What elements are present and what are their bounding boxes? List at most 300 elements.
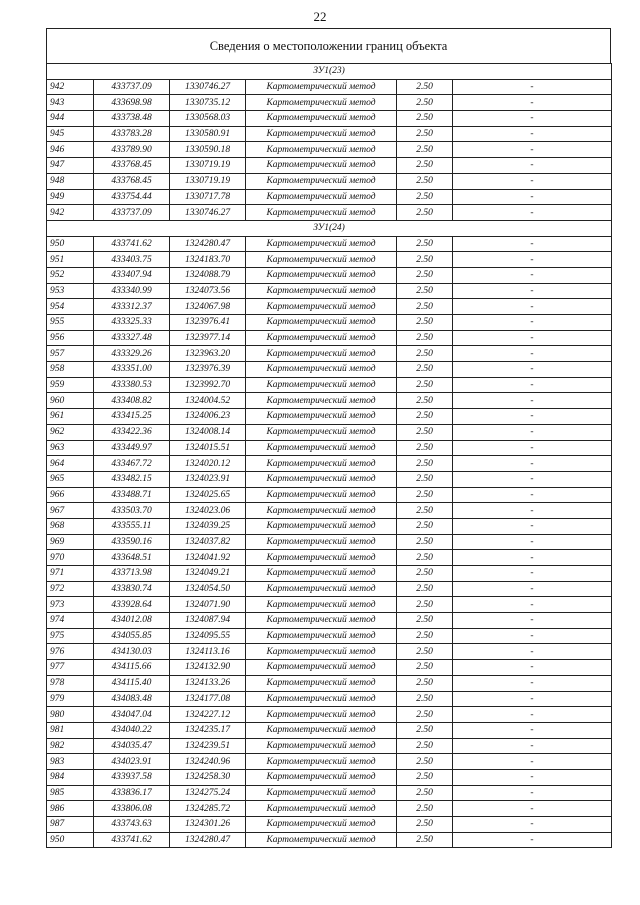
description-cell: - <box>453 487 612 503</box>
description-cell: - <box>453 660 612 676</box>
table-row <box>47 597 612 613</box>
x-coordinate-cell: 433741.62 <box>94 236 170 252</box>
point-number-cell: 942 <box>47 79 94 95</box>
method-cell: Картометрический метод <box>246 440 397 456</box>
point-number-cell: 958 <box>47 362 94 378</box>
point-number-cell: 956 <box>47 330 94 346</box>
accuracy-cell: 2.50 <box>397 817 453 833</box>
point-number-cell: 957 <box>47 346 94 362</box>
table-row <box>47 126 612 142</box>
description-cell: - <box>453 675 612 691</box>
y-coordinate-cell: 1324037.82 <box>170 534 246 550</box>
method-cell: Картометрический метод <box>246 126 397 142</box>
description-cell: - <box>453 362 612 378</box>
description-cell: - <box>453 817 612 833</box>
description-cell: - <box>453 456 612 472</box>
point-number-cell: 964 <box>47 456 94 472</box>
table-row <box>47 832 612 848</box>
x-coordinate-cell: 433488.71 <box>94 487 170 503</box>
method-cell: Картометрический метод <box>246 158 397 174</box>
description-cell: - <box>453 801 612 817</box>
description-cell: - <box>453 550 612 566</box>
point-number-cell: 967 <box>47 503 94 519</box>
table-row <box>47 158 612 174</box>
accuracy-cell: 2.50 <box>397 566 453 582</box>
point-number-cell: 959 <box>47 377 94 393</box>
description-cell: - <box>453 628 612 644</box>
point-number-cell: 987 <box>47 817 94 833</box>
accuracy-cell: 2.50 <box>397 315 453 331</box>
method-cell: Картометрический метод <box>246 550 397 566</box>
point-number-cell: 943 <box>47 95 94 111</box>
y-coordinate-cell: 1330719.19 <box>170 158 246 174</box>
accuracy-cell: 2.50 <box>397 252 453 268</box>
description-cell: - <box>453 330 612 346</box>
method-cell: Картометрический метод <box>246 754 397 770</box>
x-coordinate-cell: 433415.25 <box>94 409 170 425</box>
table-row <box>47 111 612 127</box>
accuracy-cell: 2.50 <box>397 283 453 299</box>
y-coordinate-cell: 1330735.12 <box>170 95 246 111</box>
description-cell: - <box>453 597 612 613</box>
x-coordinate-cell: 433737.09 <box>94 79 170 95</box>
method-cell: Картометрический метод <box>246 362 397 378</box>
point-number-cell: 966 <box>47 487 94 503</box>
method-cell: Картометрический метод <box>246 283 397 299</box>
description-cell: - <box>453 142 612 158</box>
x-coordinate-cell: 433738.48 <box>94 111 170 127</box>
table-row <box>47 566 612 582</box>
table-row <box>47 330 612 346</box>
table-row <box>47 754 612 770</box>
table-row <box>47 518 612 534</box>
description-cell: - <box>453 409 612 425</box>
accuracy-cell: 2.50 <box>397 487 453 503</box>
accuracy-cell: 2.50 <box>397 518 453 534</box>
x-coordinate-cell: 434115.40 <box>94 675 170 691</box>
point-number-cell: 968 <box>47 518 94 534</box>
point-number-cell: 962 <box>47 424 94 440</box>
accuracy-cell: 2.50 <box>397 707 453 723</box>
method-cell: Картометрический метод <box>246 267 397 283</box>
table-row <box>47 722 612 738</box>
x-coordinate-cell: 433327.48 <box>94 330 170 346</box>
point-number-cell: 975 <box>47 628 94 644</box>
description-cell: - <box>453 581 612 597</box>
accuracy-cell: 2.50 <box>397 158 453 174</box>
x-coordinate-cell: 433937.58 <box>94 769 170 785</box>
description-cell: - <box>453 518 612 534</box>
x-coordinate-cell: 433503.70 <box>94 503 170 519</box>
point-number-cell: 986 <box>47 801 94 817</box>
table-row <box>47 456 612 472</box>
description-cell: - <box>453 471 612 487</box>
accuracy-cell: 2.50 <box>397 613 453 629</box>
point-number-cell: 970 <box>47 550 94 566</box>
y-coordinate-cell: 1323977.14 <box>170 330 246 346</box>
description-cell: - <box>453 236 612 252</box>
point-number-cell: 976 <box>47 644 94 660</box>
accuracy-cell: 2.50 <box>397 205 453 221</box>
accuracy-cell: 2.50 <box>397 754 453 770</box>
table-row <box>47 95 612 111</box>
description-cell: - <box>453 691 612 707</box>
description-cell: - <box>453 503 612 519</box>
point-number-cell: 944 <box>47 111 94 127</box>
y-coordinate-cell: 1324239.51 <box>170 738 246 754</box>
method-cell: Картометрический метод <box>246 252 397 268</box>
x-coordinate-cell: 433407.94 <box>94 267 170 283</box>
y-coordinate-cell: 1324015.51 <box>170 440 246 456</box>
accuracy-cell: 2.50 <box>397 440 453 456</box>
description-cell: - <box>453 644 612 660</box>
boundary-table <box>46 28 611 848</box>
method-cell: Картометрический метод <box>246 409 397 425</box>
point-number-cell: 980 <box>47 707 94 723</box>
accuracy-cell: 2.50 <box>397 299 453 315</box>
accuracy-cell: 2.50 <box>397 581 453 597</box>
x-coordinate-cell: 433422.36 <box>94 424 170 440</box>
accuracy-cell: 2.50 <box>397 503 453 519</box>
accuracy-cell: 2.50 <box>397 738 453 754</box>
y-coordinate-cell: 1330719.19 <box>170 173 246 189</box>
y-coordinate-cell: 1324023.06 <box>170 503 246 519</box>
table-row <box>47 660 612 676</box>
y-coordinate-cell: 1324020.12 <box>170 456 246 472</box>
y-coordinate-cell: 1324113.16 <box>170 644 246 660</box>
x-coordinate-cell: 433783.28 <box>94 126 170 142</box>
y-coordinate-cell: 1323992.70 <box>170 377 246 393</box>
table-row <box>47 675 612 691</box>
point-number-cell: 955 <box>47 315 94 331</box>
method-cell: Картометрический метод <box>246 832 397 848</box>
table-row <box>47 267 612 283</box>
description-cell: - <box>453 111 612 127</box>
accuracy-cell: 2.50 <box>397 534 453 550</box>
x-coordinate-cell: 434012.08 <box>94 613 170 629</box>
table-row <box>47 377 612 393</box>
table-row <box>47 581 612 597</box>
point-number-cell: 971 <box>47 566 94 582</box>
description-cell: - <box>453 205 612 221</box>
table-row <box>47 817 612 833</box>
y-coordinate-cell: 1324041.92 <box>170 550 246 566</box>
y-coordinate-cell: 1324008.14 <box>170 424 246 440</box>
accuracy-cell: 2.50 <box>397 424 453 440</box>
point-number-cell: 947 <box>47 158 94 174</box>
table-row <box>47 707 612 723</box>
accuracy-cell: 2.50 <box>397 801 453 817</box>
method-cell: Картометрический метод <box>246 581 397 597</box>
x-coordinate-cell: 434083.48 <box>94 691 170 707</box>
coordinates-body <box>47 64 612 848</box>
method-cell: Картометрический метод <box>246 597 397 613</box>
x-coordinate-cell: 433713.98 <box>94 566 170 582</box>
y-coordinate-cell: 1330568.03 <box>170 111 246 127</box>
x-coordinate-cell: 434047.04 <box>94 707 170 723</box>
table-row <box>47 644 612 660</box>
y-coordinate-cell: 1324258.30 <box>170 769 246 785</box>
method-cell: Картометрический метод <box>246 707 397 723</box>
x-coordinate-cell: 434035.47 <box>94 738 170 754</box>
point-number-cell: 982 <box>47 738 94 754</box>
description-cell: - <box>453 393 612 409</box>
table-row <box>47 299 612 315</box>
method-cell: Картометрический метод <box>246 189 397 205</box>
point-number-cell: 951 <box>47 252 94 268</box>
y-coordinate-cell: 1324133.26 <box>170 675 246 691</box>
y-coordinate-cell: 1324004.52 <box>170 393 246 409</box>
y-coordinate-cell: 1323976.39 <box>170 362 246 378</box>
x-coordinate-cell: 433754.44 <box>94 189 170 205</box>
point-number-cell: 979 <box>47 691 94 707</box>
y-coordinate-cell: 1324280.47 <box>170 832 246 848</box>
accuracy-cell: 2.50 <box>397 362 453 378</box>
point-number-cell: 978 <box>47 675 94 691</box>
x-coordinate-cell: 434130.03 <box>94 644 170 660</box>
table-row <box>47 252 612 268</box>
method-cell: Картометрический метод <box>246 456 397 472</box>
accuracy-cell: 2.50 <box>397 456 453 472</box>
method-cell: Картометрический метод <box>246 487 397 503</box>
table-row <box>47 785 612 801</box>
point-number-cell: 984 <box>47 769 94 785</box>
method-cell: Картометрический метод <box>246 518 397 534</box>
table-row <box>47 409 612 425</box>
accuracy-cell: 2.50 <box>397 409 453 425</box>
y-coordinate-cell: 1324183.70 <box>170 252 246 268</box>
table-row <box>47 503 612 519</box>
table-row <box>47 471 612 487</box>
x-coordinate-cell: 433325.33 <box>94 315 170 331</box>
method-cell: Картометрический метод <box>246 173 397 189</box>
x-coordinate-cell: 433789.90 <box>94 142 170 158</box>
description-cell: - <box>453 377 612 393</box>
accuracy-cell: 2.50 <box>397 597 453 613</box>
accuracy-cell: 2.50 <box>397 393 453 409</box>
table-row <box>47 769 612 785</box>
x-coordinate-cell: 433467.72 <box>94 456 170 472</box>
method-cell: Картометрический метод <box>246 471 397 487</box>
x-coordinate-cell: 433351.00 <box>94 362 170 378</box>
y-coordinate-cell: 1330580.91 <box>170 126 246 142</box>
description-cell: - <box>453 267 612 283</box>
x-coordinate-cell: 433768.45 <box>94 173 170 189</box>
description-cell: - <box>453 785 612 801</box>
method-cell: Картометрический метод <box>246 738 397 754</box>
section-header-row <box>47 64 612 80</box>
accuracy-cell: 2.50 <box>397 95 453 111</box>
x-coordinate-cell: 433737.09 <box>94 205 170 221</box>
description-cell: - <box>453 189 612 205</box>
y-coordinate-cell: 1324301.26 <box>170 817 246 833</box>
method-cell: Картометрический метод <box>246 691 397 707</box>
method-cell: Картометрический метод <box>246 801 397 817</box>
x-coordinate-cell: 434115.66 <box>94 660 170 676</box>
y-coordinate-cell: 1324240.96 <box>170 754 246 770</box>
method-cell: Картометрический метод <box>246 299 397 315</box>
y-coordinate-cell: 1323963.20 <box>170 346 246 362</box>
method-cell: Картометрический метод <box>246 315 397 331</box>
y-coordinate-cell: 1324073.56 <box>170 283 246 299</box>
description-cell: - <box>453 252 612 268</box>
table-row <box>47 613 612 629</box>
accuracy-cell: 2.50 <box>397 330 453 346</box>
description-cell: - <box>453 299 612 315</box>
method-cell: Картометрический метод <box>246 205 397 221</box>
y-coordinate-cell: 1330590.18 <box>170 142 246 158</box>
description-cell: - <box>453 769 612 785</box>
method-cell: Картометрический метод <box>246 785 397 801</box>
coordinates-table <box>46 63 612 848</box>
y-coordinate-cell: 1324006.23 <box>170 409 246 425</box>
method-cell: Картометрический метод <box>246 660 397 676</box>
section-label: ЗУ1(23) <box>47 64 612 80</box>
page-number: 22 <box>313 9 327 24</box>
description-cell: - <box>453 566 612 582</box>
y-coordinate-cell: 1324054.50 <box>170 581 246 597</box>
accuracy-cell: 2.50 <box>397 126 453 142</box>
table-title: Сведения о местоположении границ объекта <box>46 28 611 63</box>
accuracy-cell: 2.50 <box>397 675 453 691</box>
method-cell: Картометрический метод <box>246 330 397 346</box>
x-coordinate-cell: 433768.45 <box>94 158 170 174</box>
accuracy-cell: 2.50 <box>397 660 453 676</box>
x-coordinate-cell: 434023.91 <box>94 754 170 770</box>
method-cell: Картометрический метод <box>246 503 397 519</box>
accuracy-cell: 2.50 <box>397 832 453 848</box>
method-cell: Картометрический метод <box>246 644 397 660</box>
point-number-cell: 973 <box>47 597 94 613</box>
point-number-cell: 953 <box>47 283 94 299</box>
method-cell: Картометрический метод <box>246 628 397 644</box>
table-row <box>47 801 612 817</box>
table-row <box>47 362 612 378</box>
accuracy-cell: 2.50 <box>397 644 453 660</box>
method-cell: Картометрический метод <box>246 817 397 833</box>
point-number-cell: 950 <box>47 236 94 252</box>
x-coordinate-cell: 433408.82 <box>94 393 170 409</box>
method-cell: Картометрический метод <box>246 346 397 362</box>
description-cell: - <box>453 346 612 362</box>
method-cell: Картометрический метод <box>246 79 397 95</box>
y-coordinate-cell: 1324285.72 <box>170 801 246 817</box>
y-coordinate-cell: 1324087.94 <box>170 613 246 629</box>
method-cell: Картометрический метод <box>246 95 397 111</box>
table-row <box>47 79 612 95</box>
x-coordinate-cell: 433648.51 <box>94 550 170 566</box>
section-header-row <box>47 220 612 236</box>
point-number-cell: 974 <box>47 613 94 629</box>
x-coordinate-cell: 433312.37 <box>94 299 170 315</box>
x-coordinate-cell: 433590.16 <box>94 534 170 550</box>
point-number-cell: 950 <box>47 832 94 848</box>
method-cell: Картометрический метод <box>246 111 397 127</box>
table-row <box>47 189 612 205</box>
accuracy-cell: 2.50 <box>397 79 453 95</box>
method-cell: Картометрический метод <box>246 393 397 409</box>
point-number-cell: 972 <box>47 581 94 597</box>
x-coordinate-cell: 434040.22 <box>94 722 170 738</box>
accuracy-cell: 2.50 <box>397 377 453 393</box>
point-number-cell: 954 <box>47 299 94 315</box>
accuracy-cell: 2.50 <box>397 471 453 487</box>
y-coordinate-cell: 1330746.27 <box>170 205 246 221</box>
y-coordinate-cell: 1330717.78 <box>170 189 246 205</box>
description-cell: - <box>453 283 612 299</box>
point-number-cell: 952 <box>47 267 94 283</box>
table-row <box>47 142 612 158</box>
x-coordinate-cell: 433836.17 <box>94 785 170 801</box>
accuracy-cell: 2.50 <box>397 236 453 252</box>
description-cell: - <box>453 738 612 754</box>
description-cell: - <box>453 832 612 848</box>
y-coordinate-cell: 1324280.47 <box>170 236 246 252</box>
method-cell: Картометрический метод <box>246 722 397 738</box>
method-cell: Картометрический метод <box>246 769 397 785</box>
description-cell: - <box>453 534 612 550</box>
accuracy-cell: 2.50 <box>397 111 453 127</box>
table-row <box>47 487 612 503</box>
accuracy-cell: 2.50 <box>397 550 453 566</box>
point-number-cell: 961 <box>47 409 94 425</box>
accuracy-cell: 2.50 <box>397 722 453 738</box>
y-coordinate-cell: 1324039.25 <box>170 518 246 534</box>
accuracy-cell: 2.50 <box>397 142 453 158</box>
description-cell: - <box>453 722 612 738</box>
table-row <box>47 691 612 707</box>
accuracy-cell: 2.50 <box>397 346 453 362</box>
accuracy-cell: 2.50 <box>397 173 453 189</box>
accuracy-cell: 2.50 <box>397 267 453 283</box>
y-coordinate-cell: 1324227.12 <box>170 707 246 723</box>
x-coordinate-cell: 434055.85 <box>94 628 170 644</box>
table-row <box>47 393 612 409</box>
y-coordinate-cell: 1324095.55 <box>170 628 246 644</box>
x-coordinate-cell: 433806.08 <box>94 801 170 817</box>
method-cell: Картометрический метод <box>246 675 397 691</box>
point-number-cell: 946 <box>47 142 94 158</box>
description-cell: - <box>453 613 612 629</box>
point-number-cell: 983 <box>47 754 94 770</box>
method-cell: Картометрический метод <box>246 534 397 550</box>
x-coordinate-cell: 433698.98 <box>94 95 170 111</box>
y-coordinate-cell: 1324025.65 <box>170 487 246 503</box>
point-number-cell: 977 <box>47 660 94 676</box>
table-row <box>47 315 612 331</box>
table-row <box>47 346 612 362</box>
x-coordinate-cell: 433482.15 <box>94 471 170 487</box>
y-coordinate-cell: 1330746.27 <box>170 79 246 95</box>
y-coordinate-cell: 1324235.17 <box>170 722 246 738</box>
section-label: ЗУ1(24) <box>47 220 612 236</box>
table-row <box>47 173 612 189</box>
table-row <box>47 628 612 644</box>
table-row <box>47 236 612 252</box>
method-cell: Картометрический метод <box>246 377 397 393</box>
table-row <box>47 424 612 440</box>
method-cell: Картометрический метод <box>246 566 397 582</box>
description-cell: - <box>453 79 612 95</box>
y-coordinate-cell: 1324023.91 <box>170 471 246 487</box>
description-cell: - <box>453 440 612 456</box>
y-coordinate-cell: 1324067.98 <box>170 299 246 315</box>
description-cell: - <box>453 424 612 440</box>
description-cell: - <box>453 126 612 142</box>
x-coordinate-cell: 433830.74 <box>94 581 170 597</box>
x-coordinate-cell: 433449.97 <box>94 440 170 456</box>
accuracy-cell: 2.50 <box>397 769 453 785</box>
